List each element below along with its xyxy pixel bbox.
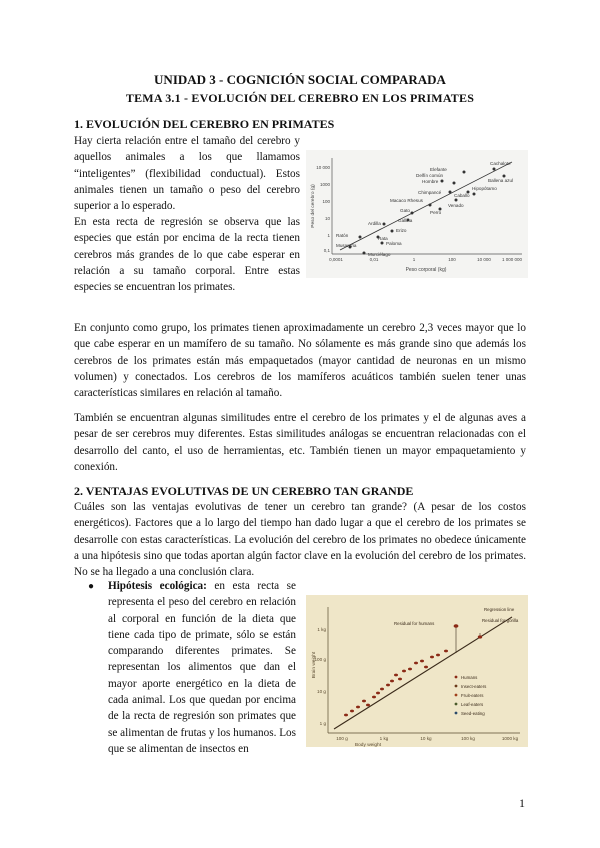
section1-para3: En conjunto como grupo, los primates tienen aproximadamente un cerebro 2,3 veces mayor que lo que cabe esperar en un mamífero de su tamaño. No sólamente es más grande sino que además los cerebros de los primates están más empaquetados (mayor cantidad de neuronas en un mismo volumen) y conectados. Los cerebros de los mamíferos acuáticos también suelen tener unas características similares en relación al tamaño. — [74, 322, 526, 400]
fig1-point-label: Ardilla — [368, 221, 381, 226]
fig2-ytick: 1 g — [319, 721, 326, 726]
fig2-annotation: Residual for gorilla — [482, 618, 519, 623]
fig1-point-label: Gallina — [398, 218, 413, 223]
fig1-xtick: 1 — [412, 257, 416, 262]
fig2-annotation: Regression line — [484, 607, 515, 612]
fig1-point-label: Murciélago — [368, 252, 391, 257]
unit-title: UNIDAD 3 - COGNICIÓN SOCIAL COMPARADA — [154, 72, 446, 87]
fig2-x-axis-label: Body weight — [354, 743, 382, 747]
fig1-point-label: Elefante — [430, 167, 447, 172]
fig1-point-label: Cachalote — [490, 161, 511, 166]
fig2-ytick: 100 g — [314, 657, 326, 662]
fig1-y-axis-label: Peso del cerebro (g) — [311, 184, 316, 228]
fig2-legend-item: Seed-eating — [461, 711, 485, 716]
section1-heading: 1. EVOLUCIÓN DEL CEREBRO EN PRIMATES — [74, 117, 335, 131]
fig1-ytick: 10 — [324, 216, 330, 221]
ecological-hypothesis-body: en esta recta se representa el peso del cerebro en relación al corporal en función de la dieta que tiene cada tipo de primate, sólo se están comparando diferentes primates. Se representan los alimentos que dan el mayor aporte energético en la dieta de cada animal. Los que quedan por encima de la recta de regresión son primates que se alimentan de frutas y los humanos. Los que se alimentan de insectos en — [108, 580, 296, 755]
fig1-point-label: Hombre — [422, 179, 439, 184]
fig2-annotation: Residual for humans — [394, 621, 435, 626]
fig2-xtick: 1 kg — [379, 736, 389, 741]
fig1-xtick: 100 — [448, 257, 456, 262]
fig1-ytick: 100 — [322, 199, 330, 204]
ecological-hypothesis-title: Hipótesis ecológica: — [108, 580, 207, 592]
section2-para1: Cuáles son las ventajas evolutivas de tener un cerebro tan grande? (A pesar de los costos energéticos). Factores que a lo largo del tiempo han dado lugar a que el cerebro de los primates se desarrolle con estas características. La evolución del cerebro de los primates no obedece únicamente a una hipótesis sino que todas aportan algún factor clave en la evolución del cerebro de los primates. No se ha llegado a una conclusión clara. — [74, 501, 526, 579]
fig1-point-label: Ratón — [336, 233, 349, 238]
topic-title: TEMA 3.1 - EVOLUCIÓN DEL CEREBRO EN LOS PRIMATES — [125, 91, 475, 105]
fig2-xtick: 100 g — [336, 736, 348, 741]
section1-para4: También se encuentran algunas similitudes entre el cerebro de los primates y el de algunas aves a pesar de ser cerebros muy diferentes. Estas similitudes análogas se encuentran relacionadas con el desarrollo del canto, el uso de herramientas, etc. También tienen un mayor empaquetamiento y conexión. — [74, 412, 526, 473]
page-number: 1 — [519, 796, 525, 810]
bullet-marker: ● — [88, 581, 95, 592]
section1-para1: Hay cierta relación entre el tamaño del cerebro y aquellos animales a los que llamamos “inteligentes” (flexibilidad conductual). Estos animales tienen un tamaño o peso del cerebro superior a lo esperado. — [74, 135, 300, 213]
fig1-point-label: Hipopótamo — [472, 186, 497, 191]
brain-body-regression-figure — [306, 150, 528, 278]
fig1-point-label: Rata — [378, 236, 388, 241]
fig1-xtick: 10 000 — [477, 257, 491, 262]
fig1-point-label: Venado — [448, 203, 464, 208]
fig2-legend-item: Fruit-eaters — [461, 693, 484, 698]
fig1-xtick: 0,0001 — [329, 257, 343, 262]
fig1-ytick: 0,1 — [323, 248, 330, 253]
section2-heading: 2. VENTAJAS EVOLUTIVAS DE UN CEREBRO TAN GRANDE — [74, 484, 414, 498]
fig1-point-label: Chimpancé — [418, 190, 442, 195]
fig1-point-label: Ballena azul — [488, 178, 514, 183]
fig2-legend-item: Humans — [461, 675, 478, 680]
fig1-point-label: Musaraña — [336, 243, 357, 248]
fig1-point-label: Gato — [400, 208, 410, 213]
fig1-ytick: 1 — [327, 233, 330, 238]
ecological-hypothesis-text — [108, 578, 296, 757]
fig1-xtick: 0,01 — [369, 257, 379, 262]
fig1-point-label: Paloma — [386, 241, 402, 246]
fig1-xtick: 1 000 000 — [501, 257, 523, 262]
fig2-xtick: 1000 kg — [501, 736, 519, 741]
fig2-ytick: 10 g — [317, 689, 326, 694]
fig1-point-label: Delfín común — [416, 173, 444, 178]
fig2-xtick: 10 kg — [420, 736, 432, 741]
fig2-legend-item: Insect-eaters — [461, 684, 487, 689]
fig1-point-label: Erizo — [396, 228, 407, 233]
primate-diet-regression-figure — [306, 595, 528, 747]
fig1-point-label: Caballo — [454, 193, 470, 198]
fig1-point-label: Perro — [430, 210, 442, 215]
fig2-y-axis-label: Brain weight — [312, 651, 317, 679]
fig2-xtick: 100 kg — [461, 736, 475, 741]
fig1-x-axis-label: Peso corporal (kg) — [405, 267, 447, 273]
fig1-point-label: Macaco Rhesus — [390, 198, 423, 203]
fig1-ytick: 1000 — [319, 182, 330, 187]
fig1-ytick: 10 000 — [316, 165, 330, 170]
section1-para2: En esta recta de regresión se observa que las especies que están por encima de la recta tienen cerebros más grandes de lo que cabe esperar en relación a su tamaño corporal. Entre estas especies se encuentran los primates. — [74, 216, 300, 294]
fig2-legend-item: Leaf-eaters — [461, 702, 484, 707]
fig2-ytick: 1 kg — [317, 627, 326, 632]
